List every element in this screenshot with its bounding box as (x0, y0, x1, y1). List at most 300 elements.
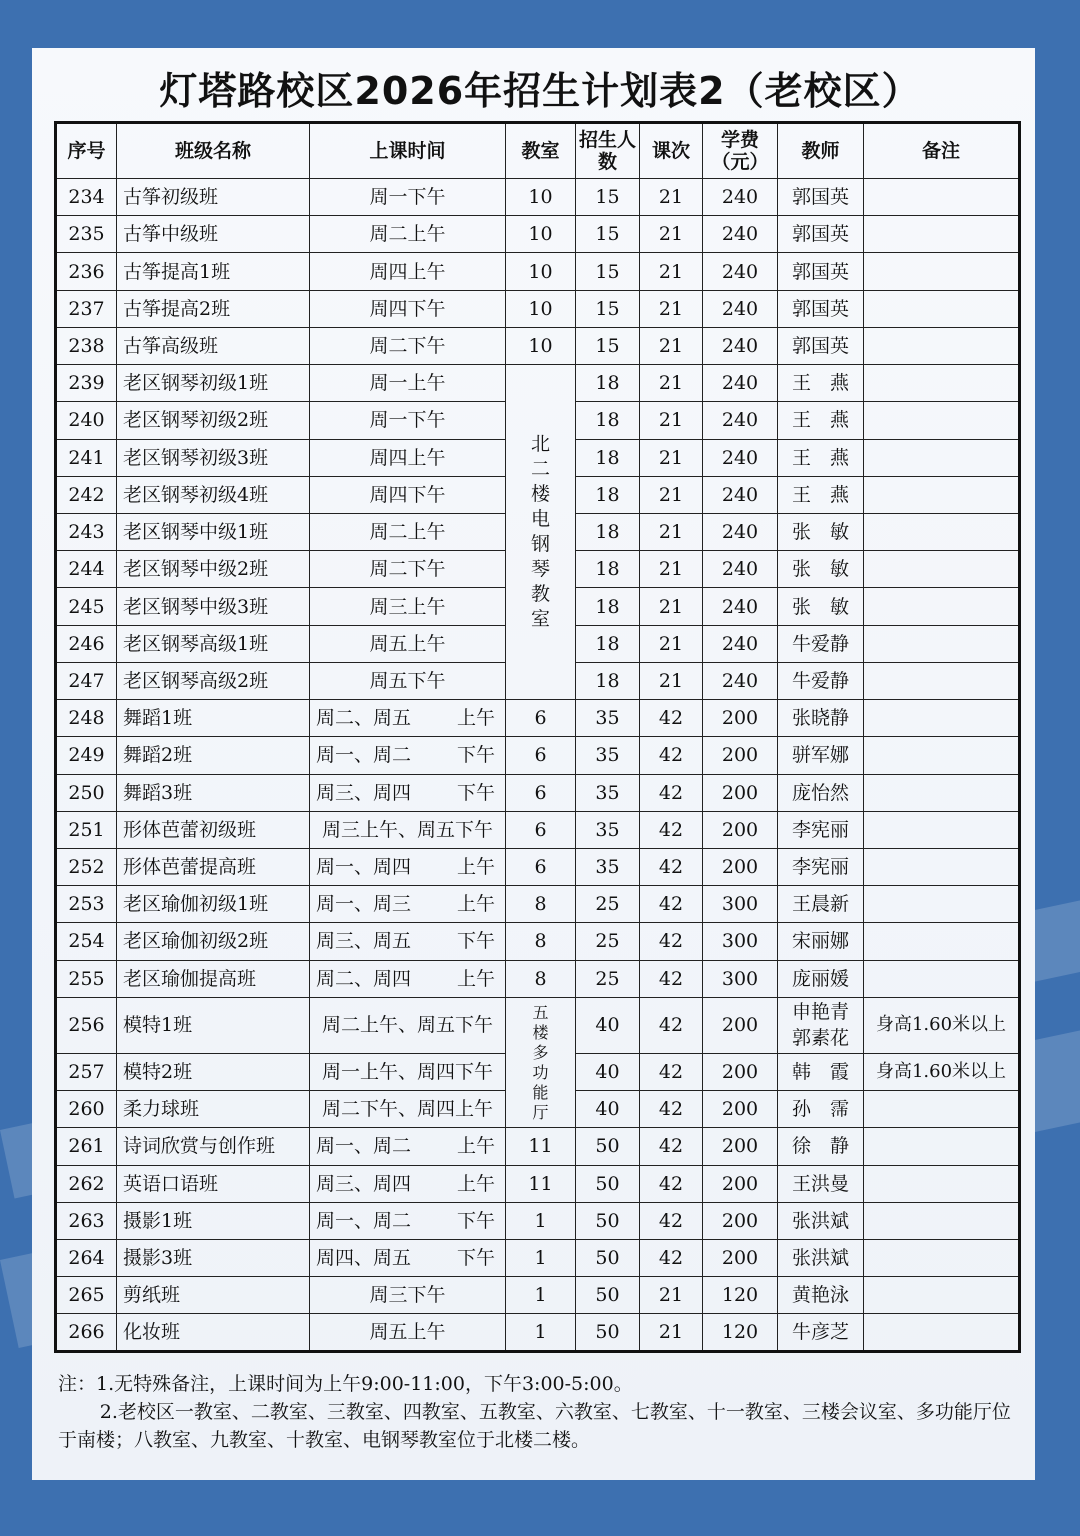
cell-sessions: 42 (640, 923, 703, 960)
cell-room: 10 (506, 253, 576, 290)
cell-enroll: 50 (576, 1277, 640, 1314)
cell-fee: 240 (703, 551, 778, 588)
header-room: 教室 (506, 123, 576, 179)
cell-class-name: 老区钢琴高级1班 (117, 625, 310, 662)
time-slot: 下午 (456, 1247, 495, 1270)
cell-remark (864, 1202, 1020, 1239)
teacher-name: 申艳青 (791, 1001, 849, 1024)
cell-remark (864, 513, 1020, 550)
table-row (56, 1128, 1020, 1165)
cell-room: 11 (506, 1165, 576, 1202)
table-row (56, 1277, 1020, 1314)
cell-sessions: 21 (640, 1277, 703, 1314)
cell-teacher: 李宪丽 (778, 811, 864, 848)
cell-fee: 200 (703, 737, 778, 774)
cell-sessions: 21 (640, 439, 703, 476)
cell-enroll: 18 (576, 402, 640, 439)
cell-seq: 249 (56, 737, 117, 774)
header-remark: 备注 (864, 123, 1020, 179)
cell-enroll: 35 (576, 848, 640, 885)
cell-enroll: 50 (576, 1239, 640, 1276)
header-seq: 序号 (56, 123, 117, 179)
cell-class-name: 古筝初级班 (117, 179, 310, 216)
cell-enroll: 15 (576, 290, 640, 327)
cell-sessions: 42 (640, 811, 703, 848)
cell-class-name: 老区瑜伽提高班 (117, 960, 310, 997)
cell-sessions: 21 (640, 365, 703, 402)
header-fee: 学费（元） (703, 123, 778, 179)
cell-room-merged (506, 365, 576, 700)
table-row (56, 960, 1020, 997)
cell-sessions: 42 (640, 1128, 703, 1165)
cell-class-name: 老区钢琴初级4班 (117, 476, 310, 513)
time-slot: 下午 (456, 930, 495, 953)
cell-sessions: 21 (640, 327, 703, 364)
cell-sessions: 42 (640, 848, 703, 885)
cell-enroll: 15 (576, 179, 640, 216)
cell-remark (864, 1239, 1020, 1276)
header-time: 上课时间 (310, 123, 506, 179)
table-row (56, 179, 1020, 216)
cell-seq: 246 (56, 625, 117, 662)
cell-seq: 240 (56, 402, 117, 439)
cell-sessions: 21 (640, 588, 703, 625)
cell-fee: 240 (703, 179, 778, 216)
cell-time (310, 1239, 506, 1276)
cell-class-name: 老区钢琴高级2班 (117, 662, 310, 699)
cell-room-merged (506, 997, 576, 1128)
cell-seq: 236 (56, 253, 117, 290)
cell-enroll: 40 (576, 1053, 640, 1090)
time-slot: 上午 (456, 707, 495, 730)
table-row (56, 1202, 1020, 1239)
cell-remark (864, 365, 1020, 402)
cell-teacher: 骈军娜 (778, 737, 864, 774)
cell-teacher: 郭国英 (778, 216, 864, 253)
cell-seq: 248 (56, 700, 117, 737)
cell-remark (864, 811, 1020, 848)
cell-seq: 266 (56, 1314, 117, 1352)
cell-sessions: 42 (640, 737, 703, 774)
cell-time: 周三上午、周五下午 (310, 811, 506, 848)
cell-sessions: 21 (640, 290, 703, 327)
table-row (56, 923, 1020, 960)
cell-fee: 200 (703, 774, 778, 811)
cell-remark (864, 588, 1020, 625)
cell-sessions: 21 (640, 253, 703, 290)
cell-fee: 200 (703, 848, 778, 885)
cell-class-name: 舞蹈2班 (117, 737, 310, 774)
cell-fee: 240 (703, 327, 778, 364)
cell-fee: 200 (703, 700, 778, 737)
time-days: 周三、周四 (316, 1172, 412, 1195)
cell-remark (864, 216, 1020, 253)
time-days: 周三、周五 (316, 930, 412, 953)
cell-fee: 200 (703, 1202, 778, 1239)
cell-enroll: 18 (576, 588, 640, 625)
cell-time: 周二下午、周四上午 (310, 1091, 506, 1128)
cell-enroll: 18 (576, 551, 640, 588)
cell-enroll: 18 (576, 625, 640, 662)
cell-fee: 200 (703, 1091, 778, 1128)
cell-enroll: 15 (576, 216, 640, 253)
cell-fee: 200 (703, 1128, 778, 1165)
cell-seq: 245 (56, 588, 117, 625)
cell-class-name: 模特2班 (117, 1053, 310, 1090)
cell-seq: 238 (56, 327, 117, 364)
cell-class-name: 柔力球班 (117, 1091, 310, 1128)
time-slot: 上午 (456, 967, 495, 990)
cell-fee: 240 (703, 662, 778, 699)
cell-sessions: 21 (640, 513, 703, 550)
cell-time: 周二上午 (310, 216, 506, 253)
cell-seq: 242 (56, 476, 117, 513)
cell-remark (864, 960, 1020, 997)
cell-teacher: 张晓静 (778, 700, 864, 737)
cell-teacher: 王 燕 (778, 365, 864, 402)
cell-fee: 200 (703, 1239, 778, 1276)
cell-room: 6 (506, 737, 576, 774)
cell-sessions: 42 (640, 1091, 703, 1128)
cell-seq: 256 (56, 997, 117, 1053)
cell-enroll: 50 (576, 1314, 640, 1352)
cell-teacher: 张 敏 (778, 513, 864, 550)
header-enroll: 招生人数 (576, 123, 640, 179)
cell-sessions: 21 (640, 625, 703, 662)
cell-sessions: 42 (640, 700, 703, 737)
cell-teacher: 郭国英 (778, 290, 864, 327)
cell-time: 周一上午 (310, 365, 506, 402)
cell-class-name: 老区瑜伽初级2班 (117, 923, 310, 960)
cell-class-name: 舞蹈1班 (117, 700, 310, 737)
cell-teacher: 张 敏 (778, 588, 864, 625)
cell-remark (864, 290, 1020, 327)
cell-class-name: 古筝中级班 (117, 216, 310, 253)
table-header-row (56, 123, 1020, 179)
cell-enroll: 50 (576, 1202, 640, 1239)
cell-teacher: 牛爱静 (778, 625, 864, 662)
cell-seq: 244 (56, 551, 117, 588)
time-days: 周一、周三 (316, 893, 412, 916)
table-row (56, 290, 1020, 327)
cell-time (310, 1165, 506, 1202)
cell-seq: 254 (56, 923, 117, 960)
cell-seq: 265 (56, 1277, 117, 1314)
cell-room: 1 (506, 1277, 576, 1314)
cell-seq: 264 (56, 1239, 117, 1276)
cell-class-name: 诗词欣赏与创作班 (117, 1128, 310, 1165)
cell-fee: 240 (703, 365, 778, 402)
cell-enroll: 25 (576, 886, 640, 923)
cell-remark (864, 662, 1020, 699)
table-row (56, 811, 1020, 848)
cell-enroll: 35 (576, 737, 640, 774)
cell-teacher: 黄艳泳 (778, 1277, 864, 1314)
cell-seq: 251 (56, 811, 117, 848)
cell-time (310, 886, 506, 923)
cell-fee: 240 (703, 402, 778, 439)
cell-remark (864, 439, 1020, 476)
cell-teacher: 郭国英 (778, 327, 864, 364)
cell-enroll: 18 (576, 476, 640, 513)
cell-time (310, 923, 506, 960)
cell-sessions: 42 (640, 886, 703, 923)
cell-seq: 261 (56, 1128, 117, 1165)
time-slot: 下午 (456, 781, 495, 804)
cell-class-name: 形体芭蕾初级班 (117, 811, 310, 848)
cell-fee: 240 (703, 439, 778, 476)
header-class-name: 班级名称 (117, 123, 310, 179)
cell-remark (864, 476, 1020, 513)
cell-enroll: 18 (576, 365, 640, 402)
cell-sessions: 42 (640, 774, 703, 811)
cell-seq: 234 (56, 179, 117, 216)
cell-room: 6 (506, 700, 576, 737)
cell-sessions: 42 (640, 1239, 703, 1276)
cell-time: 周五上午 (310, 1314, 506, 1352)
cell-seq: 255 (56, 960, 117, 997)
cell-room: 6 (506, 774, 576, 811)
cell-sessions: 21 (640, 179, 703, 216)
cell-teacher: 王 燕 (778, 439, 864, 476)
cell-time: 周二下午 (310, 327, 506, 364)
cell-seq: 263 (56, 1202, 117, 1239)
cell-time: 周五下午 (310, 662, 506, 699)
cell-seq: 241 (56, 439, 117, 476)
cell-remark (864, 1091, 1020, 1128)
cell-time: 周五上午 (310, 625, 506, 662)
footnotes (58, 1370, 1018, 1454)
cell-seq: 250 (56, 774, 117, 811)
cell-remark (864, 625, 1020, 662)
cell-teacher: 牛彦芝 (778, 1314, 864, 1352)
table-row (56, 1239, 1020, 1276)
cell-time: 周二下午 (310, 551, 506, 588)
time-slot: 下午 (456, 1209, 495, 1232)
cell-seq: 243 (56, 513, 117, 550)
cell-class-name: 老区钢琴初级1班 (117, 365, 310, 402)
time-days: 周一、周二 (316, 744, 412, 767)
table-body (56, 179, 1020, 1352)
table-row (56, 886, 1020, 923)
cell-time: 周四上午 (310, 439, 506, 476)
cell-time: 周三上午 (310, 588, 506, 625)
cell-room: 8 (506, 923, 576, 960)
time-days: 周一、周二 (316, 1135, 412, 1158)
cell-time: 周一下午 (310, 179, 506, 216)
cell-sessions: 42 (640, 1165, 703, 1202)
cell-teacher (778, 997, 864, 1053)
note-2: 2.老校区一教室、二教室、三教室、四教室、五教室、六教室、七教室、十一教室、三楼会议室、多功能厅位于南楼；八教室、九教室、十教室、电钢琴教室位于北楼二楼。 (58, 1401, 1011, 1451)
cell-class-name: 老区钢琴初级3班 (117, 439, 310, 476)
cell-teacher: 宋丽娜 (778, 923, 864, 960)
cell-remark (864, 402, 1020, 439)
cell-time (310, 960, 506, 997)
cell-class-name: 形体芭蕾提高班 (117, 848, 310, 885)
cell-fee: 240 (703, 625, 778, 662)
cell-remark (864, 774, 1020, 811)
cell-enroll: 25 (576, 923, 640, 960)
cell-room: 6 (506, 848, 576, 885)
cell-time (310, 1202, 506, 1239)
cell-remark (864, 1314, 1020, 1352)
cell-class-name: 摄影1班 (117, 1202, 310, 1239)
cell-class-name: 摄影3班 (117, 1239, 310, 1276)
cell-teacher: 李宪丽 (778, 848, 864, 885)
cell-remark (864, 923, 1020, 960)
cell-enroll: 35 (576, 700, 640, 737)
cell-sessions: 21 (640, 1314, 703, 1352)
cell-fee: 200 (703, 1053, 778, 1090)
header-teacher: 教师 (778, 123, 864, 179)
cell-seq: 252 (56, 848, 117, 885)
cell-fee: 120 (703, 1314, 778, 1352)
cell-remark (864, 848, 1020, 885)
cell-time: 周一下午 (310, 402, 506, 439)
cell-seq: 253 (56, 886, 117, 923)
cell-sessions: 21 (640, 402, 703, 439)
cell-teacher: 庞怡然 (778, 774, 864, 811)
cell-sessions: 42 (640, 960, 703, 997)
note-1: 注：1.无特殊备注，上课时间为上午9:00-11:00，下午3:00-5:00。 (58, 1373, 633, 1395)
cell-enroll: 15 (576, 327, 640, 364)
teacher-name: 郭素花 (791, 1027, 849, 1050)
cell-enroll: 35 (576, 811, 640, 848)
cell-room: 8 (506, 886, 576, 923)
enrollment-table (54, 121, 1021, 1353)
cell-remark: 身高1.60米以上 (864, 997, 1020, 1053)
cell-fee: 240 (703, 476, 778, 513)
cell-class-name: 老区钢琴中级1班 (117, 513, 310, 550)
table-row (56, 700, 1020, 737)
cell-fee: 300 (703, 960, 778, 997)
cell-remark (864, 327, 1020, 364)
cell-fee: 240 (703, 290, 778, 327)
cell-room: 1 (506, 1314, 576, 1352)
table-row (56, 365, 1020, 402)
cell-room: 10 (506, 327, 576, 364)
time-days: 周一、周四 (316, 856, 412, 879)
cell-time: 周二上午 (310, 513, 506, 550)
cell-sessions: 42 (640, 997, 703, 1053)
time-slot: 上午 (456, 1172, 495, 1195)
cell-fee: 240 (703, 588, 778, 625)
cell-teacher: 王 燕 (778, 476, 864, 513)
cell-seq: 235 (56, 216, 117, 253)
cell-class-name: 舞蹈3班 (117, 774, 310, 811)
cell-class-name: 老区钢琴中级2班 (117, 551, 310, 588)
cell-teacher: 徐 静 (778, 1128, 864, 1165)
cell-time: 周四上午 (310, 253, 506, 290)
cell-sessions: 21 (640, 476, 703, 513)
cell-class-name: 化妆班 (117, 1314, 310, 1352)
cell-seq: 262 (56, 1165, 117, 1202)
cell-class-name: 英语口语班 (117, 1165, 310, 1202)
cell-teacher: 郭国英 (778, 253, 864, 290)
cell-remark: 身高1.60米以上 (864, 1053, 1020, 1090)
table-row (56, 1165, 1020, 1202)
cell-time (310, 1128, 506, 1165)
cell-remark (864, 253, 1020, 290)
cell-teacher: 孙 霈 (778, 1091, 864, 1128)
cell-enroll: 50 (576, 1128, 640, 1165)
cell-room: 10 (506, 290, 576, 327)
room-label: 五楼多功能厅 (532, 1002, 549, 1122)
cell-remark (864, 179, 1020, 216)
cell-teacher: 庞丽媛 (778, 960, 864, 997)
cell-remark (864, 1277, 1020, 1314)
cell-remark (864, 700, 1020, 737)
time-days: 周四、周五 (316, 1247, 412, 1270)
cell-seq: 257 (56, 1053, 117, 1090)
cell-enroll: 18 (576, 513, 640, 550)
cell-fee: 120 (703, 1277, 778, 1314)
cell-remark (864, 551, 1020, 588)
cell-room: 10 (506, 216, 576, 253)
cell-time: 周一上午、周四下午 (310, 1053, 506, 1090)
cell-teacher: 郭国英 (778, 179, 864, 216)
page-title: 灯塔路校区2026年招生计划表2（老校区） (159, 69, 921, 113)
cell-fee: 300 (703, 886, 778, 923)
cell-remark (864, 737, 1020, 774)
cell-remark (864, 1165, 1020, 1202)
cell-teacher: 张洪斌 (778, 1239, 864, 1276)
cell-seq: 260 (56, 1091, 117, 1128)
table-row (56, 848, 1020, 885)
time-slot: 上午 (456, 893, 495, 916)
table-row (56, 253, 1020, 290)
cell-remark (864, 1128, 1020, 1165)
table-row (56, 774, 1020, 811)
time-days: 周一、周二 (316, 1209, 412, 1232)
cell-fee: 200 (703, 997, 778, 1053)
cell-sessions: 21 (640, 216, 703, 253)
cell-teacher: 张洪斌 (778, 1202, 864, 1239)
time-slot: 上午 (456, 1135, 495, 1158)
cell-fee: 200 (703, 811, 778, 848)
cell-enroll: 18 (576, 662, 640, 699)
cell-time: 周四下午 (310, 290, 506, 327)
cell-class-name: 老区钢琴初级2班 (117, 402, 310, 439)
cell-fee: 200 (703, 1165, 778, 1202)
cell-fee: 240 (703, 513, 778, 550)
cell-enroll: 40 (576, 1091, 640, 1128)
cell-enroll: 15 (576, 253, 640, 290)
cell-sessions: 42 (640, 1202, 703, 1239)
cell-room: 10 (506, 179, 576, 216)
cell-enroll: 18 (576, 439, 640, 476)
time-days: 周三、周四 (316, 781, 412, 804)
cell-teacher: 韩 霞 (778, 1053, 864, 1090)
cell-enroll: 40 (576, 997, 640, 1053)
cell-teacher: 王晨新 (778, 886, 864, 923)
time-slot: 上午 (456, 856, 495, 879)
cell-class-name: 模特1班 (117, 997, 310, 1053)
cell-time (310, 774, 506, 811)
time-days: 周二、周五 (316, 707, 412, 730)
cell-class-name: 老区瑜伽初级1班 (117, 886, 310, 923)
header-sessions: 课次 (640, 123, 703, 179)
cell-seq: 239 (56, 365, 117, 402)
cell-teacher: 王 燕 (778, 402, 864, 439)
table-row (56, 327, 1020, 364)
cell-time: 周二上午、周五下午 (310, 997, 506, 1053)
cell-teacher: 张 敏 (778, 551, 864, 588)
cell-room: 6 (506, 811, 576, 848)
cell-class-name: 古筝提高1班 (117, 253, 310, 290)
cell-remark (864, 886, 1020, 923)
cell-enroll: 25 (576, 960, 640, 997)
